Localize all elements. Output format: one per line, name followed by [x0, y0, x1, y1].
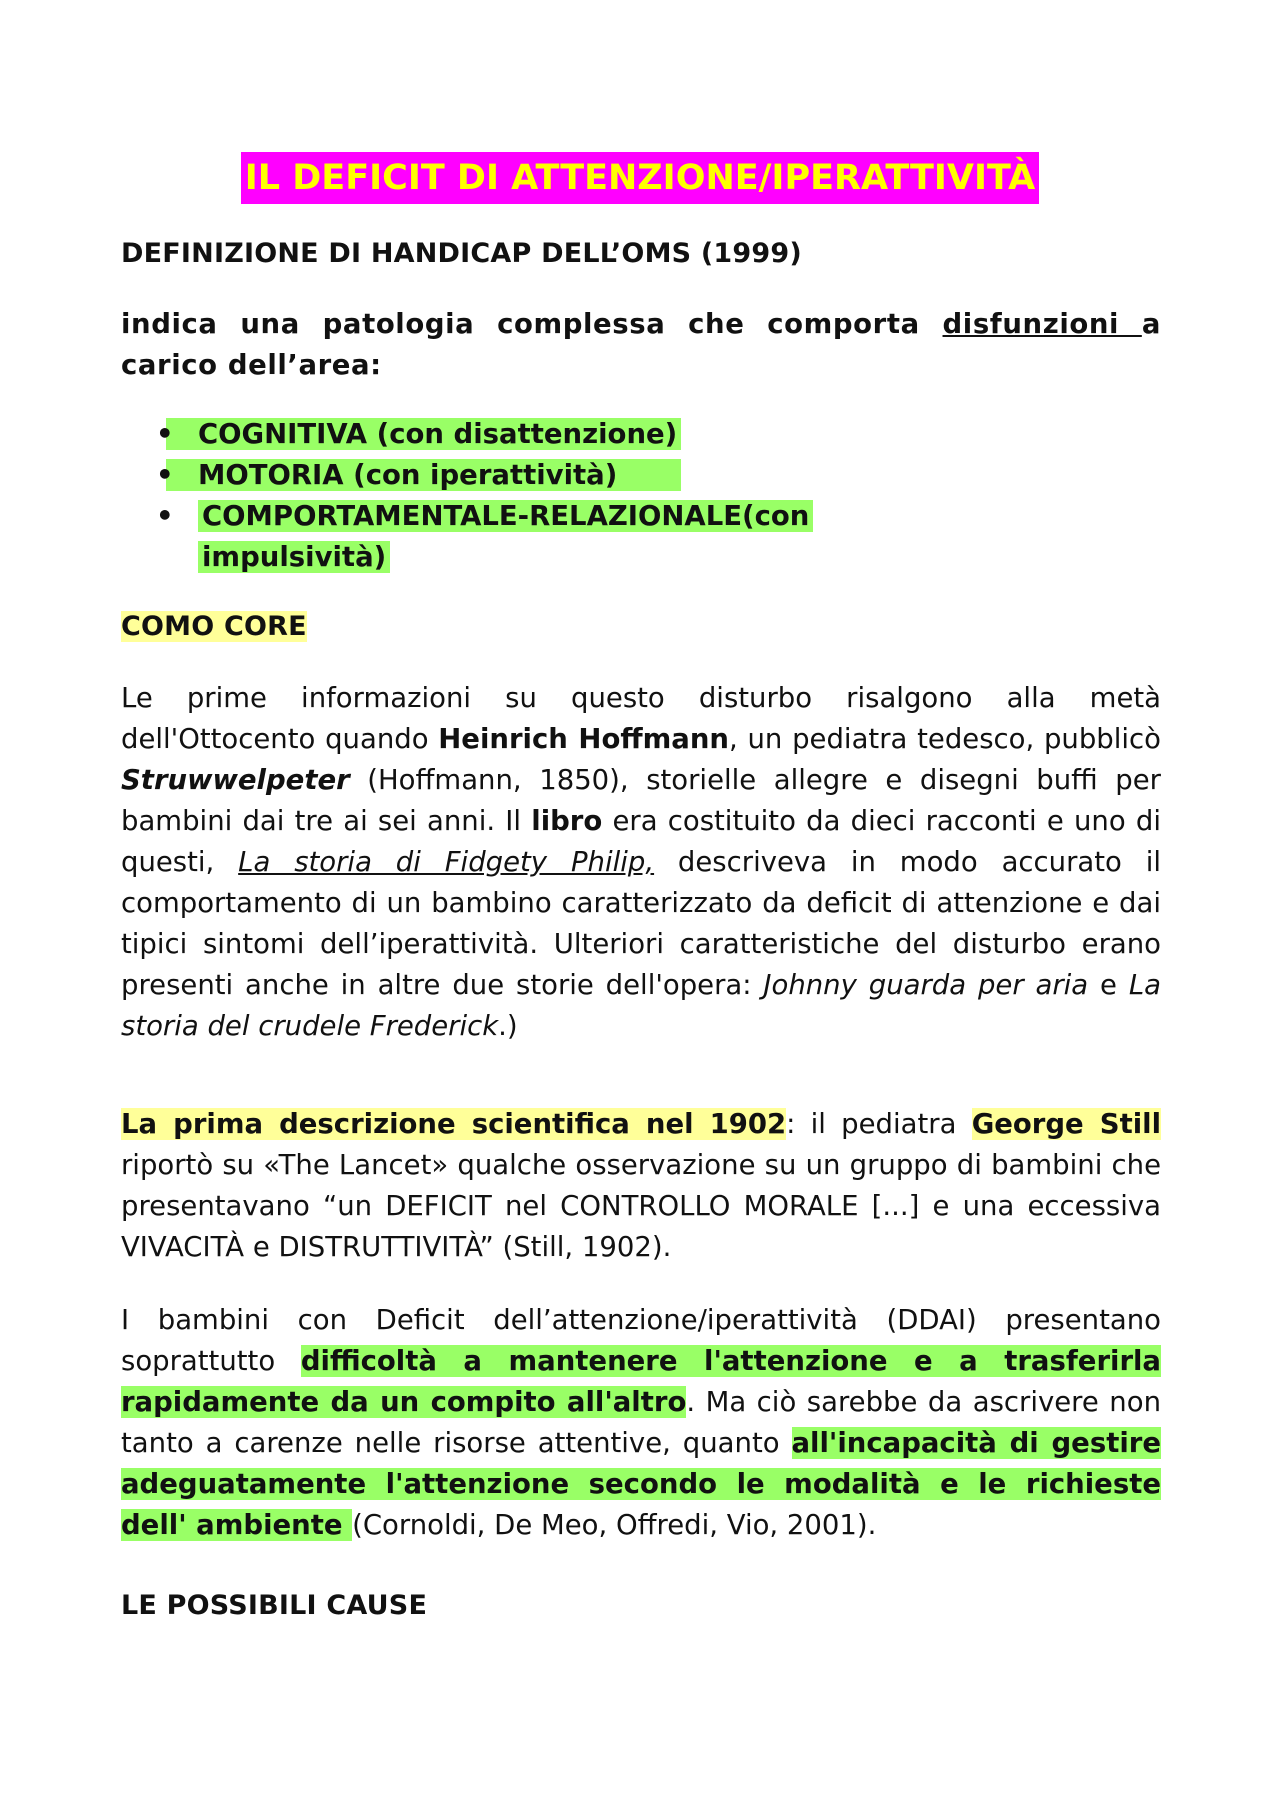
paragraph-history [121, 678, 1161, 1047]
text-span: (Cornoldi, De Meo, Offredi, Vio, 2001). [352, 1509, 877, 1541]
list-item-text: COMPORTAMENTALE-RELAZIONALE(con impulsività) [198, 500, 813, 573]
area-list [140, 414, 900, 578]
list-item-text: COGNITIVA (con disattenzione) [166, 418, 681, 450]
highlight-yellow: La prima descrizione scientifica nel 1902 [121, 1108, 787, 1140]
author-name: Heinrich Hoffmann [438, 723, 729, 755]
intro-paragraph [121, 304, 1161, 386]
highlight-green: difficoltà a mantenere l'attenzione e a trasferirla rapidamente da un compito all'altro [121, 1345, 1161, 1418]
text-span: descriveva in modo accurato il comportamento di un bambino caratterizzato da deficit di attenzione e dai tipici sintomi dell’iperattività. Ulteriori caratteristiche del disturbo erano presenti anche in altre due storie dell'opera: [121, 846, 1161, 1001]
text-span: e [1088, 969, 1129, 1001]
text-span: Le prime informazioni su questo disturbo risalgono alla metà dell'Ottocento quando [121, 682, 1161, 755]
libro-word: libro [531, 805, 603, 837]
heading-definizione: DEFINIZIONE DI HANDICAP DELL’OMS (1999) [121, 238, 802, 269]
list-item-text: MOTORIA (con iperattività) [166, 459, 681, 491]
text-span: (Hoffmann, 1850), storielle allegre e disegni buffi per bambini dai tre ai sei anni. Il [121, 764, 1161, 837]
highlight-green: all'incapacità di gestire adeguatamente l'attenzione secondo le modalità e le richieste dell' ambiente [121, 1427, 1161, 1541]
bullet: • [156, 418, 174, 450]
heading-cause: LE POSSIBILI CAUSE [121, 1590, 428, 1621]
bullet: • [156, 500, 174, 532]
bullet: • [156, 459, 174, 491]
story-title: La storia di Fidgety Philip, [238, 846, 655, 878]
story-title: La storia del crudele Frederick [121, 969, 1162, 1042]
list-item [140, 455, 900, 496]
text-span: .) [498, 1010, 518, 1042]
story-title: Johnny guarda per aria [763, 969, 1089, 1001]
text-span: . Ma ciò sarebbe da ascrivere non tanto a carenze nelle risorse attentive, quanto [121, 1386, 1161, 1459]
intro-underlined: disfunzioni [942, 308, 1142, 340]
paragraph-still [121, 1104, 1161, 1268]
heading-como-core-text: COMO CORE [121, 611, 307, 642]
title-container [0, 152, 1280, 204]
page-title: IL DEFICIT DI ATTENZIONE/IPERATTIVITÀ [241, 152, 1040, 204]
list-item [140, 496, 900, 578]
text-span: era costituito da dieci racconti e uno di questi, [121, 805, 1161, 878]
text-span: I bambini con Deficit dell’attenzione/iperattività (DDAI) presentano soprattutto [121, 1304, 1161, 1377]
text-span: : il pediatra [786, 1108, 972, 1140]
text-span: , un pediatra tedesco, pubblicò [728, 723, 1161, 755]
text-span: riportò su «The Lancet» qualche osservazione su un gruppo di bambini che presentavano “un DEFICIT nel CONTROLLO MORALE [...] e una eccessiva VIVACITÀ e DISTRUTTIVITÀ” (Still, 1902). [121, 1149, 1161, 1263]
list-item [140, 414, 900, 455]
book-title: Struwwelpeter [121, 764, 350, 796]
paragraph-ddai [121, 1300, 1161, 1546]
heading-como-core [121, 607, 307, 647]
highlight-yellow: George Still [971, 1108, 1161, 1140]
intro-text-2: a carico dell’area: [121, 308, 1161, 381]
intro-text-1: indica una patologia complessa che comporta [121, 308, 943, 340]
